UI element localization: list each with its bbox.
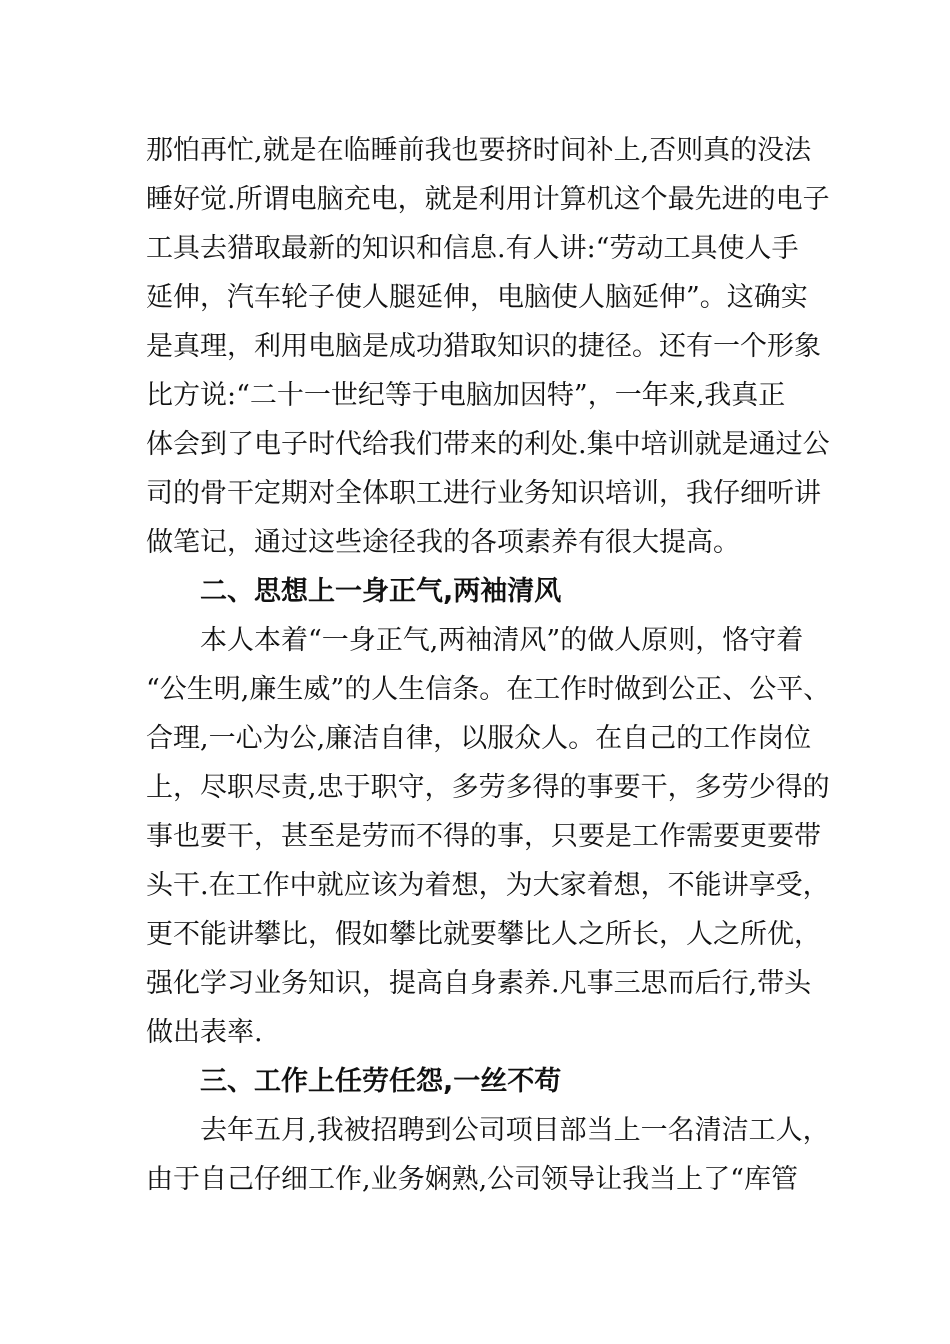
text-line: 那怕再忙,就是在临睡前我也要挤时间补上,否则真的没法 — [146, 135, 812, 166]
text-line: 延伸，汽车轮子使人腿延伸，电脑使人脑延伸”。这确实 — [146, 282, 808, 313]
text-line: 上，尽职尽责,忠于职守，多劳多得的事要干，多劳少得的 — [146, 772, 830, 803]
text-line: 头干.在工作中就应该为着想，为大家着想，不能讲享受， — [146, 870, 830, 901]
text-line: 由于自己仔细工作,业务娴熟,公司领导让我当上了“库管 — [146, 1164, 798, 1195]
text-line: 做出表率. — [146, 1017, 263, 1048]
text-line: “公生明,廉生威”的人生信条。在工作时做到公正、公平、 — [146, 674, 831, 705]
text-line: 去年五月,我被招聘到公司项目部当上一名清洁工人， — [146, 1115, 830, 1146]
text-line: 睡好觉.所谓电脑充电，就是利用计算机这个最先进的电子 — [146, 184, 830, 215]
section-heading-2: 二、思想上一身正气,两袖清风 — [146, 576, 562, 607]
text-line: 是真理，利用电脑是成功猎取知识的捷径。还有一个形象 — [146, 331, 821, 362]
body-text — [146, 126, 836, 1204]
text-line: 本人本着“一身正气,两袖清风”的做人原则，恪守着 — [146, 625, 804, 656]
text-line: 合理,一心为公,廉洁自律，以服众人。在自己的工作岗位 — [146, 723, 812, 754]
text-line: 体会到了电子时代给我们带来的利处.集中培训就是通过公 — [146, 429, 830, 460]
text-line: 更不能讲攀比，假如攀比就要攀比人之所长，人之所优， — [146, 919, 821, 950]
text-line: 做笔记，通过这些途径我的各项素养有很大提高。 — [146, 527, 740, 558]
text-line: 强化学习业务知识，提高自身素养.凡事三思而后行,带头 — [146, 968, 812, 999]
section-heading-3: 三、工作上任劳任怨,一丝不苟 — [146, 1066, 562, 1097]
text-line: 比方说:“二十一世纪等于电脑加因特”，一年来,我真正 — [146, 380, 786, 411]
text-line: 事也要干，甚至是劳而不得的事，只要是工作需要更要带 — [146, 821, 821, 852]
text-line: 工具去猎取最新的知识和信息.有人讲:“劳动工具使人手 — [146, 233, 799, 264]
text-line: 司的骨干定期对全体职工进行业务知识培训，我仔细听讲 — [146, 478, 821, 509]
